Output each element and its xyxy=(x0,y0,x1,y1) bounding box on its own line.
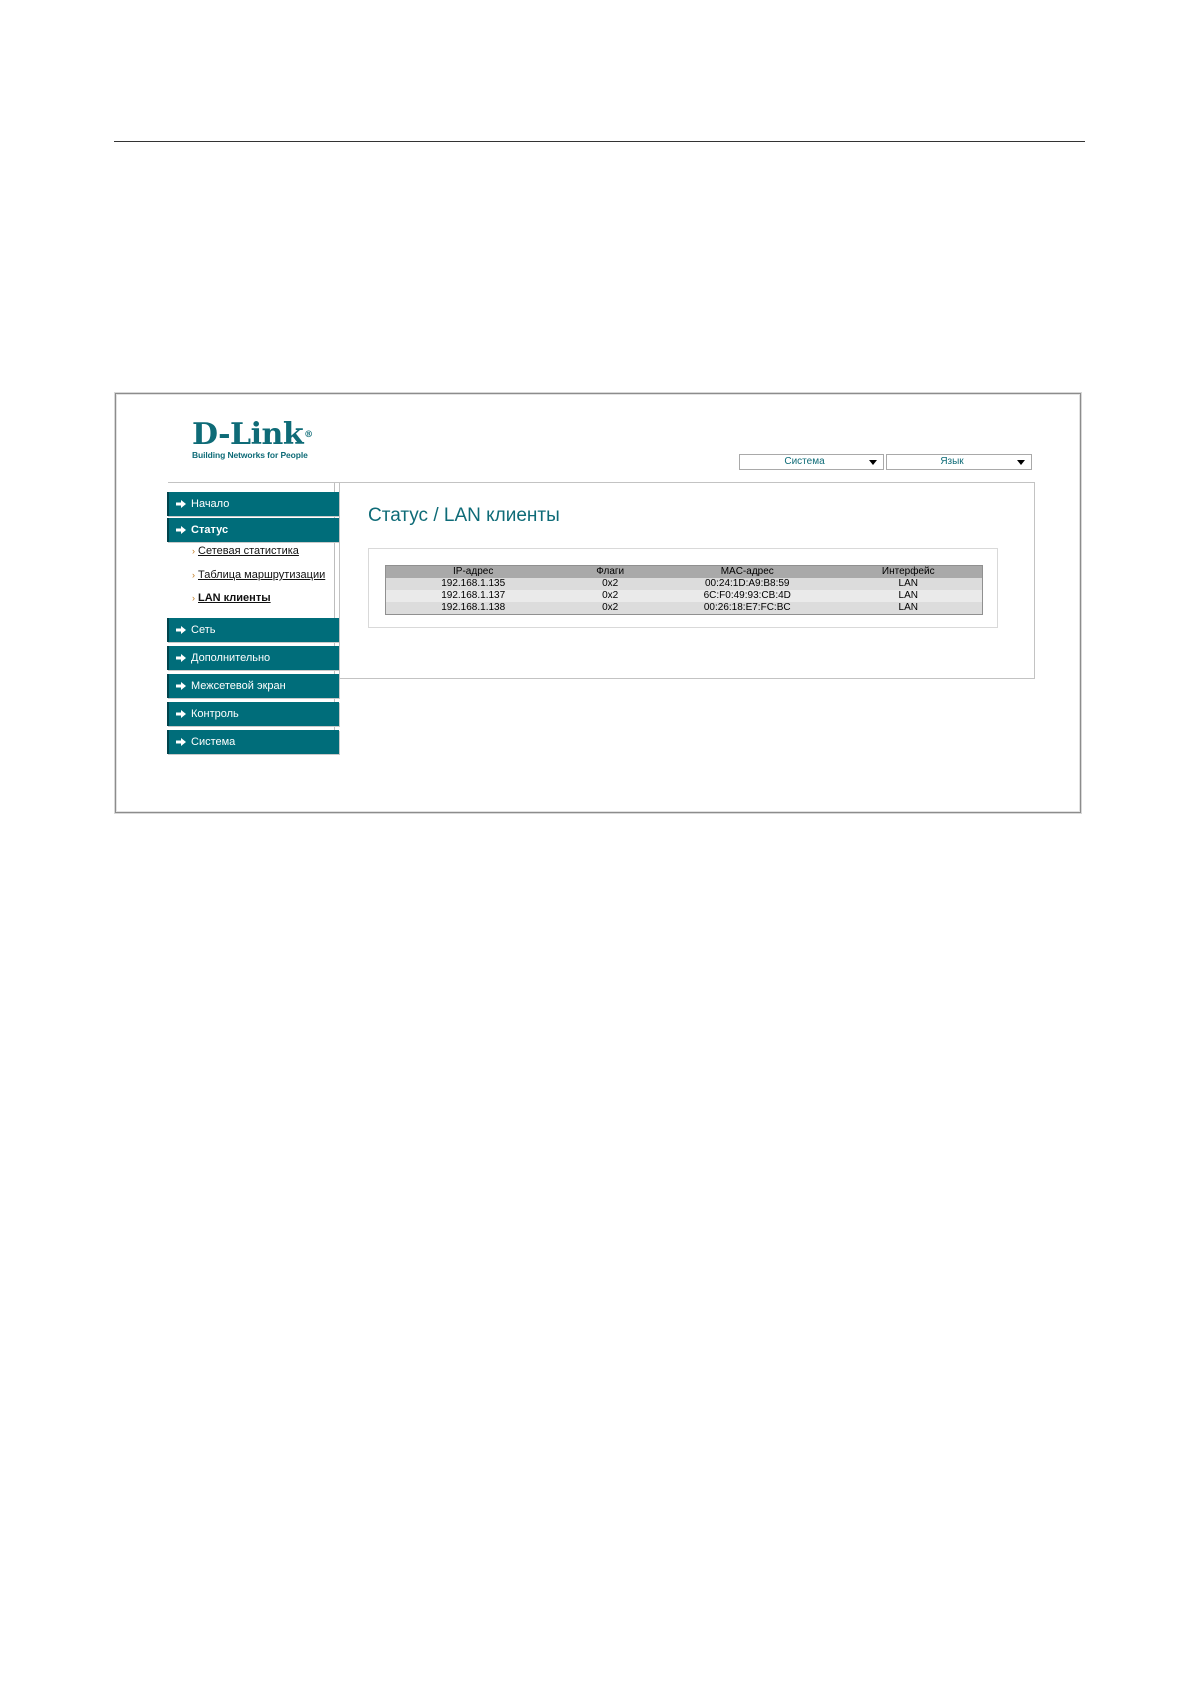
arrow-right-icon xyxy=(176,654,186,662)
cell-mac: 00:24:1D:A9:B8:59 xyxy=(660,578,835,590)
bullet-icon: › xyxy=(192,570,195,580)
sidebar-item-system[interactable] xyxy=(167,730,339,754)
sidebar-item-label: Межсетевой экран xyxy=(191,680,286,692)
table-row xyxy=(386,578,983,590)
table-row xyxy=(386,602,983,615)
sidebar-item-label: Дополнительно xyxy=(191,652,271,664)
table-header-row xyxy=(386,566,983,579)
column-header-ip: IP-адрес xyxy=(386,566,561,579)
submenu-item-network-statistics[interactable]: › Сетевая статистика xyxy=(192,545,299,557)
cell-flags: 0x2 xyxy=(560,590,660,602)
main-content-panel xyxy=(339,482,1035,679)
cell-ip: 192.168.1.135 xyxy=(386,578,561,590)
sidebar-item-firewall[interactable] xyxy=(167,674,339,698)
sidebar-item-control[interactable] xyxy=(167,702,339,726)
dlink-logo xyxy=(192,417,322,464)
bullet-icon: › xyxy=(192,546,195,556)
cell-mac: 00:26:18:E7:FC:BC xyxy=(660,602,835,615)
logo-tagline: Building Networks for People xyxy=(192,450,308,460)
column-header-interface: Интерфейс xyxy=(835,566,983,579)
logo-wordmark: D-Link® xyxy=(192,417,313,452)
cell-ip: 192.168.1.137 xyxy=(386,590,561,602)
cell-interface: LAN xyxy=(835,590,983,602)
language-menu-label: Язык xyxy=(940,456,964,467)
page-title: Статус / LAN клиенты xyxy=(368,505,560,526)
arrow-right-icon xyxy=(176,626,186,634)
arrow-right-icon xyxy=(176,682,186,690)
bullet-icon: › xyxy=(192,593,195,603)
system-menu-label: Система xyxy=(784,456,825,467)
sidebar-item-home[interactable] xyxy=(167,492,339,516)
language-dropdown[interactable] xyxy=(886,454,1032,470)
cell-ip: 192.168.1.138 xyxy=(386,602,561,615)
sidebar-item-label: Система xyxy=(191,736,236,748)
arrow-right-icon xyxy=(176,738,186,746)
router-web-ui-screenshot xyxy=(115,393,1081,813)
arrow-right-icon xyxy=(176,526,186,534)
submenu-item-lan-clients[interactable]: › LAN клиенты xyxy=(192,592,271,604)
column-header-flags: Флаги xyxy=(560,566,660,579)
sidebar-item-label: Контроль xyxy=(191,708,239,720)
document-header-rule xyxy=(114,141,1085,142)
cell-flags: 0x2 xyxy=(560,578,660,590)
chevron-down-icon xyxy=(1017,460,1025,465)
sidebar-item-label: Сеть xyxy=(191,624,216,636)
table-row xyxy=(386,590,983,602)
lan-clients-table xyxy=(385,565,983,615)
system-menu-dropdown[interactable] xyxy=(739,454,884,470)
sidebar-item-label: Начало xyxy=(191,498,230,510)
lan-clients-table-container xyxy=(368,548,998,628)
chevron-down-icon xyxy=(869,460,877,465)
column-header-mac: MAC-адрес xyxy=(660,566,835,579)
cell-mac: 6C:F0:49:93:CB:4D xyxy=(660,590,835,602)
sidebar-item-network[interactable] xyxy=(167,618,339,642)
sidebar-item-advanced[interactable] xyxy=(167,646,339,670)
submenu-item-routing-table[interactable]: › Таблица маршрутизации xyxy=(192,569,326,581)
cell-interface: LAN xyxy=(835,602,983,615)
arrow-right-icon xyxy=(176,710,186,718)
sidebar-item-status[interactable] xyxy=(167,518,339,542)
sidebar-item-label: Статус xyxy=(191,524,229,536)
arrow-right-icon xyxy=(176,500,186,508)
cell-flags: 0x2 xyxy=(560,602,660,615)
cell-interface: LAN xyxy=(835,578,983,590)
